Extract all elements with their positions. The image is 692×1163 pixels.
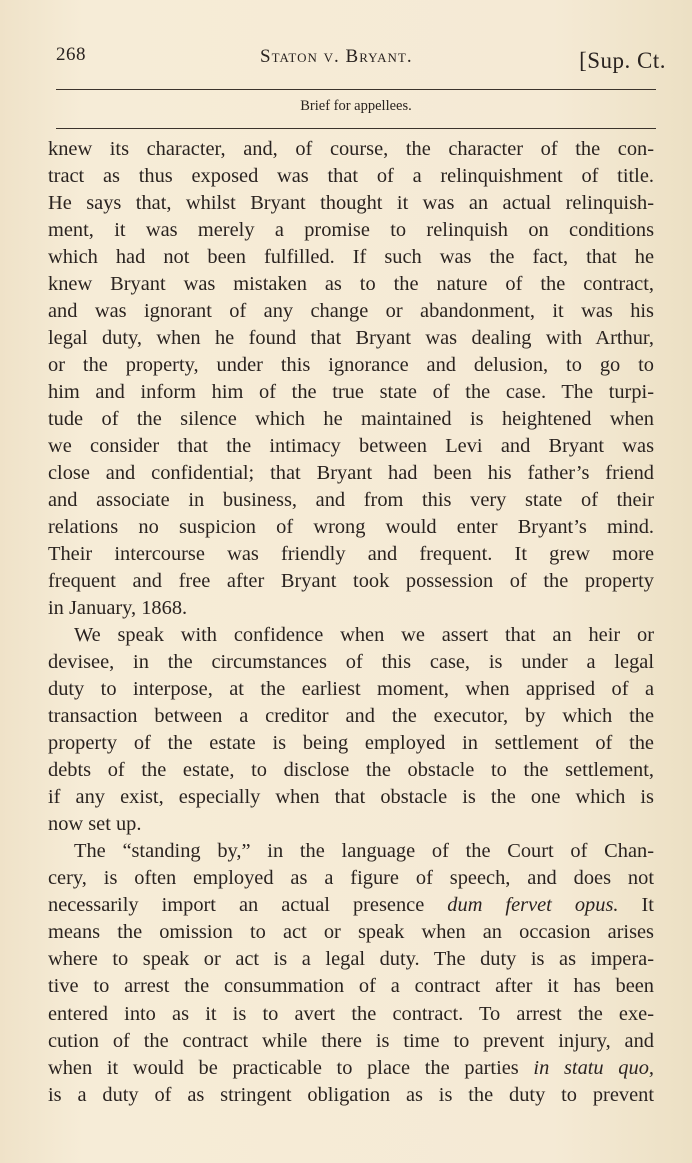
text-line: or the property, under this ignorance and delusion, to go to	[48, 354, 654, 377]
text-line: legal duty, when he found that Bryant was dealing with Arthur,	[48, 327, 654, 350]
running-head	[56, 42, 666, 76]
court-label: [Sup. Ct.	[579, 48, 666, 73]
case-title: Staton v. Bryant.	[260, 46, 413, 67]
text-line: relations no suspicion of wrong would enter Bryant’s mind.	[48, 516, 654, 539]
text-line: ment, it was merely a promise to relinquish on conditions	[48, 219, 654, 242]
header-rule-top	[56, 89, 656, 90]
text-line	[48, 892, 654, 919]
text-line: where to speak or act is a legal duty. The duty is as impera-	[48, 948, 654, 971]
text-run: It	[641, 894, 654, 917]
text-line: which had not been fulfilled. If such was the fact, that he	[48, 246, 654, 269]
text-line: him and inform him of the true state of the case. The turpi-	[48, 381, 654, 404]
text-line: cery, is often employed as a figure of speech, and does not	[48, 867, 654, 890]
paragraph-first-line: We speak with confidence when we assert that an heir or	[74, 624, 654, 647]
text-run: necessarily import an actual presence	[48, 894, 425, 917]
text-line: tude of the silence which he maintained is heightened when	[48, 408, 654, 431]
body-text	[48, 136, 654, 1109]
text-line: property of the estate is being employed in settlement of the	[48, 732, 654, 755]
text-line: in January, 1868.	[48, 597, 188, 620]
paragraph-first-line: The “standing by,” in the language of the Court of Chan-	[74, 840, 654, 863]
text-line: cution of the contract while there is time to prevent injury, and	[48, 1029, 654, 1052]
text-line: if any exist, especially when that obstacle is the one which is	[48, 786, 654, 809]
text-line: knew Bryant was mistaken as to the nature of the contract,	[48, 273, 654, 296]
text-line: transaction between a creditor and the executor, by which the	[48, 705, 654, 728]
text-line	[48, 1055, 654, 1082]
header-rule-bottom	[56, 128, 656, 129]
text-line: means the omission to act or speak when an occasion arises	[48, 921, 654, 944]
text-run: when it would be practicable to place the parties	[48, 1056, 519, 1079]
text-line: we consider that the intimacy between Levi and Bryant was	[48, 435, 654, 458]
text-line: tive to arrest the consummation of a contract after it has been	[48, 975, 654, 998]
text-line: devisee, in the circumstances of this case, is under a legal	[48, 651, 654, 674]
text-line: duty to interpose, at the earliest moment, when apprised of a	[48, 678, 654, 701]
latin-phrase: dum fervet opus.	[447, 894, 619, 917]
text-line: tract as thus exposed was that of a relinquishment of title.	[48, 165, 654, 188]
text-line: frequent and free after Bryant took possession of the property	[48, 570, 654, 593]
text-line: Their intercourse was friendly and frequent. It grew more	[48, 543, 654, 566]
brief-subheading: Brief for appellees.	[300, 98, 412, 114]
text-line: close and confidential; that Bryant had been his father’s friend	[48, 462, 654, 485]
text-line: and was ignorant of any change or abandonment, it was his	[48, 300, 654, 323]
text-line: He says that, whilst Bryant thought it was an actual relinquish-	[48, 192, 654, 215]
latin-phrase: in statu quo,	[533, 1056, 654, 1079]
text-line: now set up.	[48, 813, 142, 836]
text-line: and associate in business, and from this very state of their	[48, 489, 654, 512]
text-line: knew its character, and, of course, the character of the con-	[48, 138, 654, 160]
text-line: entered into as it is to avert the contract. To arrest the exe-	[48, 1002, 654, 1025]
page-number: 268	[56, 44, 86, 65]
text-line: debts of the estate, to disclose the obstacle to the settlement,	[48, 759, 654, 782]
text-line: is a duty of as stringent obligation as is the duty to prevent	[48, 1083, 654, 1106]
